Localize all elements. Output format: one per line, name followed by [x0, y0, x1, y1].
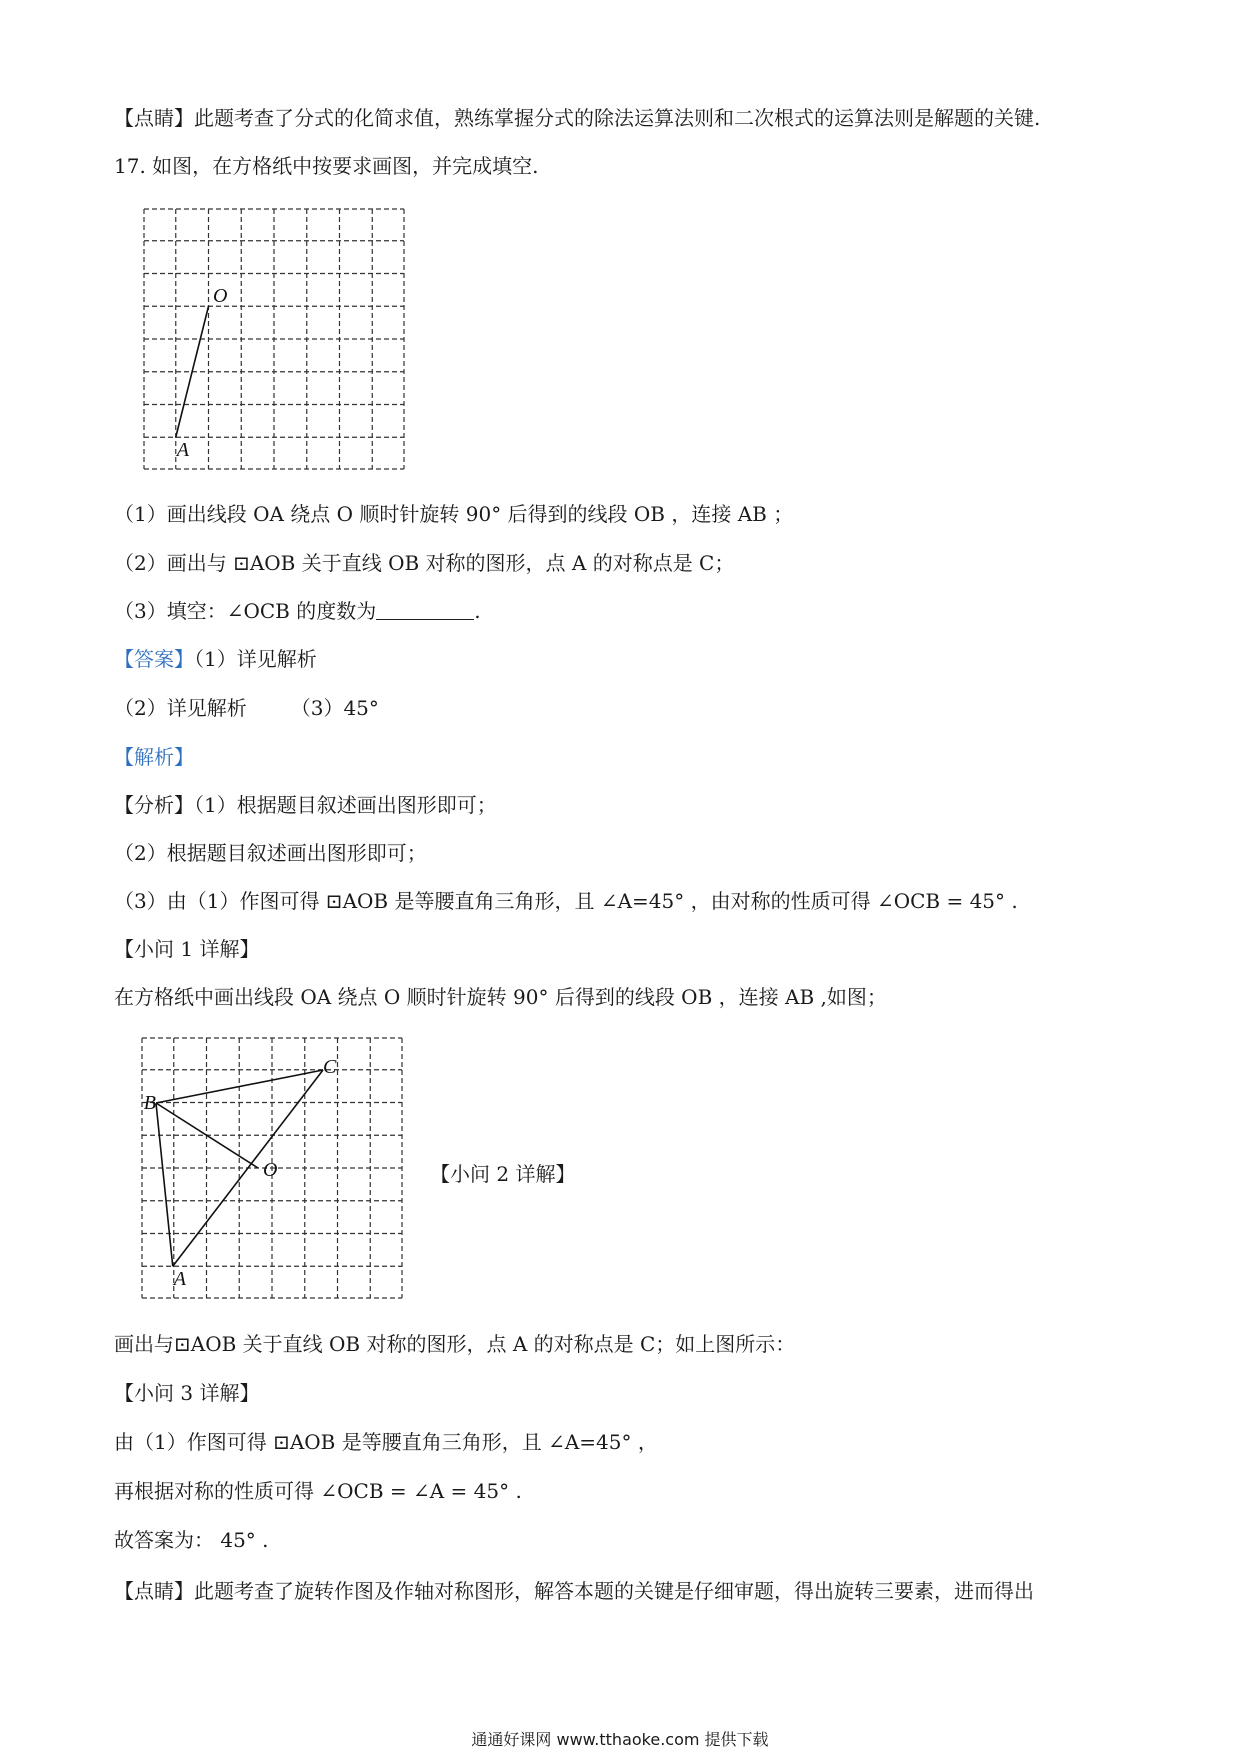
- label-o: O: [263, 1159, 278, 1181]
- detail-1-label: 【小问 1 详解】: [114, 937, 260, 961]
- analysis-heading: 【解析】: [114, 745, 194, 769]
- segment-ab: [156, 1103, 173, 1266]
- detail-3-label: 【小问 3 详解】: [114, 1381, 260, 1405]
- detail-3-line-2: 再根据对称的性质可得 ∠OCB = ∠A = 45° .: [114, 1479, 522, 1503]
- analysis-label: 【分析】: [114, 793, 194, 817]
- sub-question-3-end: .: [474, 599, 481, 623]
- sub-question-3-text: （3）填空：∠OCB 的度数为: [114, 599, 377, 623]
- question-number: 17.: [114, 154, 146, 178]
- bottom-comment-label: 【点睛】: [114, 1579, 194, 1603]
- detail-2-label: 【小问 2 详解】: [430, 1162, 576, 1186]
- detail-2-text: 画出与⊡AOB 关于直线 OB 对称的图形，点 A 的对称点是 C；如上图所示：: [114, 1332, 796, 1356]
- top-comment-text: 此题考查了分式的化简求值，熟练掌握分式的除法运算法则和二次根式的运算法则是解题的关键.: [194, 106, 1041, 130]
- top-comment: [114, 104, 1040, 132]
- label-a: A: [176, 439, 189, 461]
- answer-blank[interactable]: [376, 599, 474, 620]
- detail-1-text: 在方格纸中画出线段 OA 绕点 O 顺时针旋转 90° 后得到的线段 OB ，连接 AB ,如图；: [114, 985, 887, 1009]
- sub-question-2: （2）画出与 ⊡AOB 关于直线 OB 对称的图形，点 A 的对称点是 C；: [114, 551, 735, 575]
- label-a: A: [173, 1268, 186, 1290]
- answer-label: 【答案】: [114, 647, 194, 671]
- sub-question-1: （1）画出线段 OA 绕点 O 顺时针旋转 90° 后得到的线段 OB ，连接 AB ；: [114, 502, 794, 526]
- answer-line-2: [114, 694, 379, 722]
- sub-question-3: [114, 597, 481, 625]
- top-comment-label: 【点睛】: [114, 106, 194, 130]
- segment-ac: [173, 1070, 323, 1266]
- question-17: [114, 152, 539, 180]
- label-b: B: [143, 1092, 156, 1114]
- figure-2-grid: [141, 1037, 403, 1299]
- answer-part3: （3）45°: [290, 696, 379, 720]
- detail-3-line-1: 由（1）作图可得 ⊡AOB 是等腰直角三角形，且 ∠A=45° ，: [114, 1430, 658, 1454]
- answer-part1: （1）详见解析: [194, 647, 317, 671]
- page-footer: 通通好课网 www.tthaoke.com 提供下载: [471, 1730, 769, 1749]
- question-text: 如图，在方格纸中按要求画图，并完成填空.: [152, 154, 539, 178]
- answer-line-1: [114, 645, 317, 673]
- analysis-line-3: （3）由（1）作图可得 ⊡AOB 是等腰直角三角形，且 ∠A=45° ，由对称的性质可得 ∠OCB = 45° .: [114, 889, 1018, 913]
- answer-part2: （2）详见解析: [114, 696, 247, 720]
- bottom-comment-text: 此题考查了旋转作图及作轴对称图形，解答本题的关键是仔细审题，得出旋转三要素，进而得出: [194, 1579, 1034, 1603]
- label-o: O: [213, 285, 228, 307]
- figure-1-grid: [143, 208, 405, 470]
- analysis-line-1: [114, 791, 497, 819]
- label-c: C: [323, 1056, 337, 1078]
- bottom-comment: [114, 1577, 1034, 1605]
- analysis-line-2: （2）根据题目叙述画出图形即可；: [114, 841, 427, 865]
- analysis-text-1: （1）根据题目叙述画出图形即可；: [194, 793, 497, 817]
- detail-3-line-3: 故答案为： 45° .: [114, 1528, 269, 1552]
